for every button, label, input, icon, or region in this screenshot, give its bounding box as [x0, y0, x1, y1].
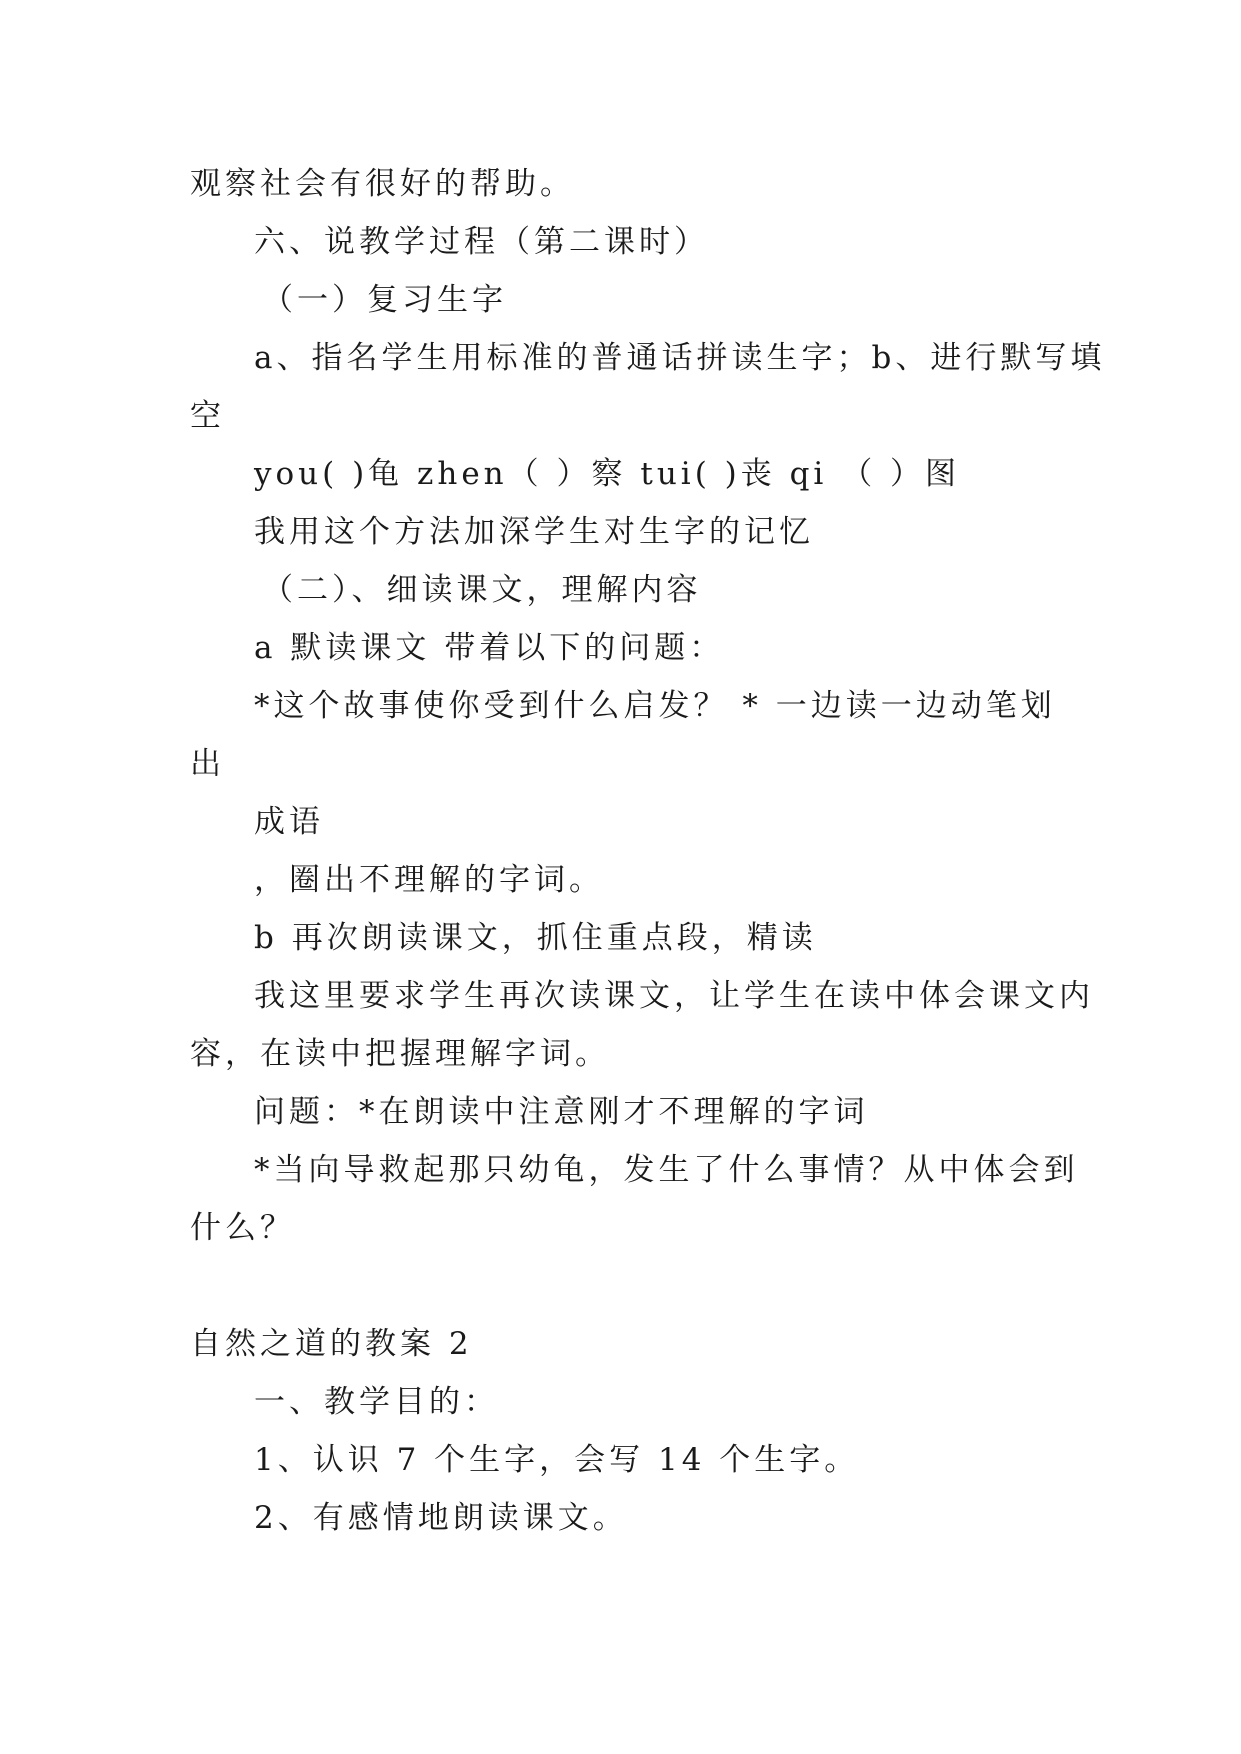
text-line: ，圈出不理解的字词。 [254, 862, 604, 898]
section-heading: 六、说教学过程（第二课时） [254, 224, 709, 260]
text-line: 问题：*在朗读中注意刚才不理解的字词 [254, 1094, 869, 1130]
text-line: 我用这个方法加深学生对生字的记忆 [254, 514, 814, 550]
text-line: 出 [190, 746, 225, 782]
text-line: a 默读课文 带着以下的问题： [254, 630, 725, 666]
document-title: 自然之道的教案 2 [190, 1326, 473, 1362]
text-line: 2、有感情地朗读课文。 [254, 1500, 628, 1536]
text-line: b 再次朗读课文，抓住重点段，精读 [254, 920, 817, 956]
subsection-heading: （一）复习生字 [262, 282, 507, 318]
section-heading: 一、教学目的： [254, 1384, 499, 1420]
text-line: 什么？ [190, 1210, 295, 1246]
text-line: 容，在读中把握理解字词。 [190, 1036, 610, 1072]
subsection-heading: （二）、细读课文，理解内容 [262, 572, 702, 608]
text-line: *这个故事使你受到什么启发？ * 一边读一边动笔划 [254, 688, 1056, 724]
text-line: *当向导救起那只幼龟，发生了什么事情？从中体会到 [254, 1152, 1079, 1188]
text-line: 成语 [254, 804, 324, 840]
text-line: 1、认识 7 个生字，会写 14 个生字。 [254, 1442, 860, 1478]
text-line: 观察社会有很好的帮助。 [190, 166, 575, 202]
pinyin-exercise-line: you( )龟 zhen（ ）察 tui( )丧 qi （ ）图 [254, 456, 961, 492]
text-line: a、指名学生用标准的普通话拼读生字；b、进行默写填 [254, 340, 1106, 376]
text-line: 空 [190, 398, 225, 434]
text-line: 我这里要求学生再次读课文，让学生在读中体会课文内 [254, 978, 1094, 1014]
